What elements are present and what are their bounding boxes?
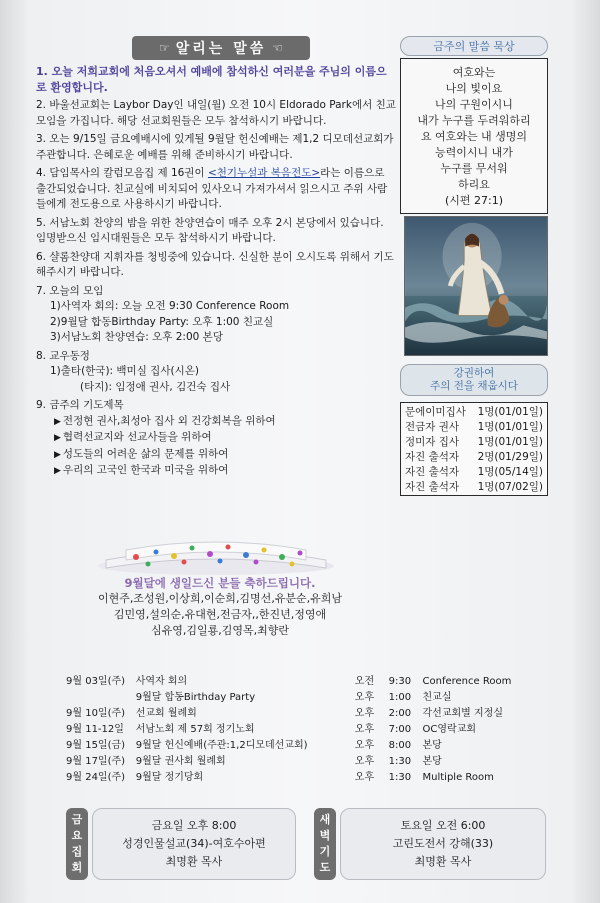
triangle-bullet-icon: ▶ — [54, 416, 61, 427]
verse-box — [400, 58, 548, 214]
service-time: 금요일 오후 8:00 — [151, 819, 237, 832]
friday-service-box — [92, 808, 296, 880]
verse-line: 내가 누구를 두려워하리 — [417, 114, 531, 127]
verse-line: 능력이시니 내가 — [435, 146, 513, 159]
service-sermon: 성경인물설교(34)-여호수아편 — [122, 837, 266, 850]
table-row: 9월 03일(주) 사역자 회의 오전 9:30 Conference Room — [66, 676, 512, 687]
service-preacher: 최명환 목사 — [414, 855, 472, 868]
verse-line: 여호와는 — [452, 66, 496, 79]
list-item: 자진 출석자 1명(05/14일) — [405, 466, 543, 478]
notice-item: 1. 오늘 저희교회에 처음오셔서 예배에 참석하신 여러분을 주님의 이름으로 환영합니다. — [36, 65, 387, 94]
list-item: 정미자 집사 1명(01/01일) — [405, 436, 543, 448]
verse-line: 누구를 무서워 — [440, 162, 508, 175]
verse-header: 금주의 말씀 묵상 — [400, 36, 548, 56]
list-item: 자진 출석자 1명(07/02일) — [405, 481, 543, 493]
evangelism-list — [400, 402, 548, 496]
table-row: 9월 10일(주) 선교회 월례회 오후 2:00 각선교회별 지정실 — [66, 708, 503, 719]
dawn-prayer-box — [340, 808, 546, 880]
notice-item — [36, 284, 396, 346]
table-row: 9월 17일(주) 9월달 권사회 월례회 오후 1:30 본당 — [66, 756, 442, 767]
members-news-title: 8. 교우동정 — [36, 349, 90, 362]
verse-line: 나의 구원이시니 — [435, 98, 513, 111]
table-row: 9월 15일(금) 9월달 헌신예배(주관:1,2디모데선교회) 오후 8:00 본당 — [66, 740, 442, 751]
notice-item: 5. 서남노회 찬양의 밤을 위한 찬양연습이 매주 오후 2시 본당에서 있습니다. 임명받으신 임시대원들은 모두 참석하시기 바랍니다. — [36, 216, 384, 244]
meeting-line: 1)사역자 회의: 오늘 오전 9:30 Conference Room — [50, 300, 290, 312]
birthday-names-line: 심유영,김일룡,김영목,최향란 — [150, 624, 289, 637]
jesus-on-water-painting — [404, 216, 548, 356]
list-item: 전금자 권사 1명(01/01일) — [405, 421, 543, 433]
triangle-bullet-icon: ▶ — [54, 466, 61, 476]
birthday-title: 9월달에 생일드신 분들 축하드립니다. — [124, 576, 316, 590]
birthday-names-line: 김민영,설의순,유대현,전금자,,한진년,정영애 — [113, 608, 327, 621]
book-title-link[interactable]: <천기누설과 복음전도> — [207, 167, 321, 179]
members-news-line: (타지): 임정애 권사, 김건숙 집사 — [80, 380, 231, 393]
evangelism-header — [400, 364, 548, 396]
triangle-bullet-icon: ▶ — [54, 449, 61, 460]
notice-text: 4. 담임목사의 칼럼모음집 제 16권이 — [36, 167, 208, 179]
pointing-hand-icon: ☜ — [272, 41, 284, 55]
dawn-prayer-tag: 새 벽 기 도 — [314, 808, 336, 880]
prayer-item: ▶ 성도들의 어려운 삶의 문제를 위하여 — [54, 447, 229, 460]
birthday-cake-icon — [96, 530, 336, 576]
notices-list — [36, 64, 396, 483]
pointing-hand-icon: ☞ — [158, 41, 170, 55]
verse-reference: (시편 27:1) — [444, 194, 504, 207]
triangle-bullet-icon: ▶ — [54, 433, 61, 443]
notice-item — [36, 398, 396, 480]
service-preacher: 최명환 목사 — [165, 855, 223, 868]
prayer-title: 9. 금주의 기도제목 — [36, 399, 124, 411]
evangelism-header-line: 강권하여 — [453, 367, 495, 379]
table-row: 9월달 합동Birthday Party 오후 1:00 친교실 — [135, 692, 452, 703]
meeting-line: 3)서남노회 찬양연습: 오후 2:00 본당 — [50, 331, 223, 343]
service-sermon: 고린도전서 강해(33) — [392, 837, 494, 850]
list-item: 문에이미집사 1명(01/01일) — [405, 406, 543, 418]
notice-item: 6. 샬롬찬양대 지휘자를 청빙중에 있습니다. 신실한 분이 오시도록 위해서 기도해주시기 바랍니다. — [36, 250, 394, 278]
verse-line: 요 여호와는 내 생명의 — [420, 130, 528, 143]
table-row: 9월 24일(주) 9월달 정기당회 오후 1:30 Multiple Room — [66, 772, 494, 783]
verse-line: 나의 빛이요 — [445, 82, 503, 95]
schedule-table — [66, 674, 546, 786]
birthday-list — [64, 575, 376, 645]
notices-header-label: 알리는 말씀 — [175, 41, 267, 57]
birthday-names-line: 이현주,조성원,이상희,이순희,김명선,유분순,유희남 — [97, 592, 343, 605]
notice-item: 2. 바울선교회는 Laybor Day인 내일(월) 오전 10시 Eldorado Park에서 친교모임을 가집니다. 해당 선교회원들은 모두 참석하시기 바랍니다. — [36, 99, 396, 127]
evangelism-header-line: 주의 전을 채웁시다 — [430, 380, 518, 392]
members-news-line: 1)출타(한국): 백미실 집사(시온) — [50, 365, 199, 377]
notice-item — [36, 349, 396, 396]
table-row: 9월 11-12일 서남노회 제 57회 정기노회 오후 7:00 OC영락교회 — [66, 724, 477, 735]
notice-item — [36, 166, 396, 213]
service-time: 토요일 오전 6:00 — [400, 819, 486, 832]
friday-service-tag: 금 요 집 회 — [66, 808, 88, 880]
notice-item: 3. 오는 9/15일 금요예배시에 있게될 9월달 헌신예배는 제1,2 디모데선교회가 주관합니다. 은혜로운 예배를 위해 준비하시기 바랍니다. — [36, 133, 394, 161]
meeting-line: 2)9월달 합동Birthday Party: 오후 1:00 친교실 — [50, 315, 274, 328]
prayer-item: ▶ 우리의 고국인 한국과 미국을 위하여 — [54, 464, 229, 476]
notices-header — [132, 36, 310, 60]
verse-line: 하리요 — [458, 178, 490, 191]
prayer-item: ▶ 전정현 권사,최성아 집사 외 건강회복을 위하여 — [54, 414, 276, 427]
meetings-title: 7. 오늘의 모임 — [36, 284, 104, 297]
notice-text: 라는 이름으로 출간되었습니다. 친교실에 비치되어 있사오니 가져가셔서 읽으시고 주위 사람들에게 전도용으로 사용하시기 바랍니다. — [36, 167, 388, 210]
list-item: 자진 출석자 2명(01/29일) — [405, 451, 543, 463]
prayer-item: ▶ 협력선교지와 선교사들을 위하여 — [54, 431, 212, 443]
